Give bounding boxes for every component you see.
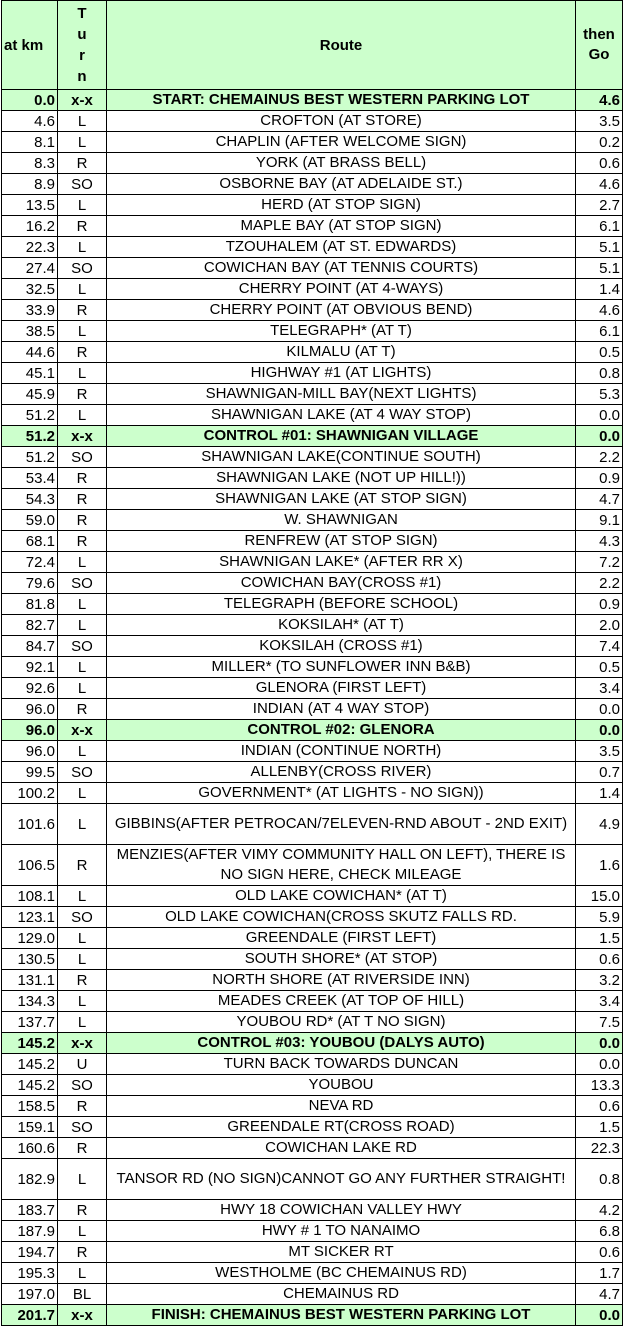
- cell-route: MEADES CREEK (AT TOP OF HILL): [107, 991, 576, 1012]
- cell-route: TURN BACK TOWARDS DUNCAN: [107, 1054, 576, 1075]
- cell-then-go: 1.5: [576, 1117, 623, 1138]
- cell-then-go: 0.0: [576, 426, 623, 447]
- cell-at-km: 4.6: [2, 111, 58, 132]
- header-at-km: at km: [2, 1, 58, 90]
- table-row: [2, 783, 623, 804]
- cell-at-km: 45.1: [2, 363, 58, 384]
- table-row: [2, 531, 623, 552]
- cell-then-go: 2.2: [576, 573, 623, 594]
- cell-at-km: 68.1: [2, 531, 58, 552]
- cell-route: TELEGRAPH (BEFORE SCHOOL): [107, 594, 576, 615]
- cell-route: NORTH SHORE (AT RIVERSIDE INN): [107, 970, 576, 991]
- cell-then-go: 13.3: [576, 1075, 623, 1096]
- cell-turn: R: [58, 468, 107, 489]
- cell-turn: x-x: [58, 1033, 107, 1054]
- cell-turn: R: [58, 699, 107, 720]
- cell-then-go: 0.6: [576, 1096, 623, 1117]
- cell-route: WESTHOLME (BC CHEMAINUS RD): [107, 1263, 576, 1284]
- cell-at-km: 27.4: [2, 258, 58, 279]
- cell-turn: L: [58, 552, 107, 573]
- cell-route: GIBBINS(AFTER PETROCAN/7ELEVEN-RND ABOUT - 2ND EXIT): [107, 804, 576, 845]
- header-turn-letter: n: [77, 68, 87, 85]
- cell-route: KOKSILAH (CROSS #1): [107, 636, 576, 657]
- cell-at-km: 159.1: [2, 1117, 58, 1138]
- cell-turn: L: [58, 804, 107, 845]
- table-row: [2, 762, 623, 783]
- cell-turn: R: [58, 384, 107, 405]
- cell-then-go: 4.7: [576, 489, 623, 510]
- cell-route: COWICHAN LAKE RD: [107, 1138, 576, 1159]
- cell-turn: L: [58, 741, 107, 762]
- table-row: [2, 552, 623, 573]
- cell-turn: L: [58, 678, 107, 699]
- cell-turn: L: [58, 363, 107, 384]
- cell-then-go: 0.0: [576, 699, 623, 720]
- cell-at-km: 32.5: [2, 279, 58, 300]
- cell-turn: R: [58, 531, 107, 552]
- cell-route: SHAWNIGAN LAKE (NOT UP HILL!)): [107, 468, 576, 489]
- cell-turn: L: [58, 1221, 107, 1242]
- cell-at-km: 92.1: [2, 657, 58, 678]
- table-row: [2, 237, 623, 258]
- cell-at-km: 99.5: [2, 762, 58, 783]
- cell-turn: SO: [58, 762, 107, 783]
- cell-turn: L: [58, 928, 107, 949]
- cell-route: COWICHAN BAY (AT TENNIS COURTS): [107, 258, 576, 279]
- table-row: [2, 886, 623, 907]
- cell-then-go: 4.2: [576, 1200, 623, 1221]
- cue-sheet-table: [1, 0, 623, 1326]
- table-row: [2, 970, 623, 991]
- cell-route: CHERRY POINT (AT OBVIOUS BEND): [107, 300, 576, 321]
- cell-at-km: 45.9: [2, 384, 58, 405]
- cell-turn: R: [58, 300, 107, 321]
- table-row: [2, 636, 623, 657]
- cell-at-km: 145.2: [2, 1075, 58, 1096]
- cell-at-km: 106.5: [2, 845, 58, 886]
- cell-route: NEVA RD: [107, 1096, 576, 1117]
- cell-then-go: 6.8: [576, 1221, 623, 1242]
- cell-turn: SO: [58, 1075, 107, 1096]
- cell-turn: L: [58, 949, 107, 970]
- cell-at-km: 51.2: [2, 447, 58, 468]
- cell-then-go: 0.5: [576, 657, 623, 678]
- cell-turn: L: [58, 321, 107, 342]
- table-row: [2, 447, 623, 468]
- cell-route: ALLENBY(CROSS RIVER): [107, 762, 576, 783]
- header-turn-letter: T: [77, 5, 87, 22]
- cell-at-km: 96.0: [2, 720, 58, 741]
- cell-then-go: 0.9: [576, 468, 623, 489]
- table-header: [2, 1, 623, 90]
- cell-route: HERD (AT STOP SIGN): [107, 195, 576, 216]
- cell-turn: x-x: [58, 1305, 107, 1326]
- cell-route: GLENORA (FIRST LEFT): [107, 678, 576, 699]
- cell-then-go: 22.3: [576, 1138, 623, 1159]
- table-row: [2, 363, 623, 384]
- control-row: [2, 426, 623, 447]
- header-go: Go: [588, 46, 610, 63]
- cell-route: TELEGRAPH* (AT T): [107, 321, 576, 342]
- table-row: [2, 216, 623, 237]
- cell-route: YOUBOU RD* (AT T NO SIGN): [107, 1012, 576, 1033]
- cell-then-go: 1.4: [576, 783, 623, 804]
- cell-then-go: 7.2: [576, 552, 623, 573]
- cell-then-go: 5.3: [576, 384, 623, 405]
- cell-turn: SO: [58, 258, 107, 279]
- cell-turn: L: [58, 615, 107, 636]
- table-row: [2, 741, 623, 762]
- control-row: [2, 1033, 623, 1054]
- table-row: [2, 342, 623, 363]
- table-row: [2, 258, 623, 279]
- cell-turn: L: [58, 657, 107, 678]
- cell-turn: L: [58, 237, 107, 258]
- table-row: [2, 1012, 623, 1033]
- table-row: [2, 468, 623, 489]
- cell-at-km: 59.0: [2, 510, 58, 531]
- table-row: [2, 1263, 623, 1284]
- cell-at-km: 84.7: [2, 636, 58, 657]
- table-row: [2, 321, 623, 342]
- cell-then-go: 0.0: [576, 405, 623, 426]
- cell-then-go: 0.6: [576, 949, 623, 970]
- cell-then-go: 2.0: [576, 615, 623, 636]
- cell-route: OLD LAKE COWICHAN* (AT T): [107, 886, 576, 907]
- table-row: [2, 991, 623, 1012]
- cell-then-go: 6.1: [576, 321, 623, 342]
- cell-then-go: 1.4: [576, 279, 623, 300]
- cell-route: TZOUHALEM (AT ST. EDWARDS): [107, 237, 576, 258]
- cell-at-km: 158.5: [2, 1096, 58, 1117]
- table-row: [2, 1221, 623, 1242]
- cell-at-km: 33.9: [2, 300, 58, 321]
- cell-turn: x-x: [58, 720, 107, 741]
- table-row: [2, 949, 623, 970]
- table-row: [2, 699, 623, 720]
- cell-then-go: 0.5: [576, 342, 623, 363]
- cell-at-km: 79.6: [2, 573, 58, 594]
- cell-turn: L: [58, 132, 107, 153]
- cell-turn: SO: [58, 174, 107, 195]
- header-turn: [58, 1, 107, 90]
- cell-turn: R: [58, 845, 107, 886]
- header-row: [2, 1, 623, 90]
- cell-route: GREENDALE (FIRST LEFT): [107, 928, 576, 949]
- cell-then-go: 4.3: [576, 531, 623, 552]
- table-row: [2, 678, 623, 699]
- cell-route: MAPLE BAY (AT STOP SIGN): [107, 216, 576, 237]
- cell-at-km: 197.0: [2, 1284, 58, 1305]
- cell-route: SHAWNIGAN-MILL BAY(NEXT LIGHTS): [107, 384, 576, 405]
- header-route: Route: [107, 1, 576, 90]
- cell-at-km: 201.7: [2, 1305, 58, 1326]
- cell-at-km: 44.6: [2, 342, 58, 363]
- cell-route: GREENDALE RT(CROSS ROAD): [107, 1117, 576, 1138]
- cell-then-go: 9.1: [576, 510, 623, 531]
- cell-then-go: 0.2: [576, 132, 623, 153]
- table-row: [2, 1284, 623, 1305]
- cell-route: CHERRY POINT (AT 4-WAYS): [107, 279, 576, 300]
- cell-turn: R: [58, 510, 107, 531]
- cell-route: SHAWNIGAN LAKE* (AFTER RR X): [107, 552, 576, 573]
- cell-then-go: 0.7: [576, 762, 623, 783]
- cell-then-go: 3.4: [576, 678, 623, 699]
- table-row: [2, 1096, 623, 1117]
- cell-at-km: 108.1: [2, 886, 58, 907]
- cell-turn: L: [58, 195, 107, 216]
- table-row: [2, 153, 623, 174]
- table-row: [2, 405, 623, 426]
- header-then-go: [576, 1, 623, 90]
- cell-route: HWY # 1 TO NANAIMO: [107, 1221, 576, 1242]
- cell-route: MENZIES(AFTER VIMY COMMUNITY HALL ON LEFT), THERE IS NO SIGN HERE, CHECK MILEAGE: [107, 845, 576, 886]
- cell-at-km: 81.8: [2, 594, 58, 615]
- cell-route: W. SHAWNIGAN: [107, 510, 576, 531]
- cell-route: GOVERNMENT* (AT LIGHTS - NO SIGN)): [107, 783, 576, 804]
- cell-at-km: 8.3: [2, 153, 58, 174]
- cell-then-go: 6.1: [576, 216, 623, 237]
- cell-route: YORK (AT BRASS BELL): [107, 153, 576, 174]
- cell-turn: L: [58, 594, 107, 615]
- cell-at-km: 123.1: [2, 907, 58, 928]
- cell-at-km: 129.0: [2, 928, 58, 949]
- table-row: [2, 845, 623, 886]
- cell-at-km: 100.2: [2, 783, 58, 804]
- table-row: [2, 132, 623, 153]
- cell-at-km: 160.6: [2, 1138, 58, 1159]
- cell-turn: L: [58, 886, 107, 907]
- cell-then-go: 5.9: [576, 907, 623, 928]
- cell-then-go: 7.4: [576, 636, 623, 657]
- table-row: [2, 1242, 623, 1263]
- cell-turn: L: [58, 1012, 107, 1033]
- cell-then-go: 3.5: [576, 741, 623, 762]
- control-row: [2, 720, 623, 741]
- cell-at-km: 183.7: [2, 1200, 58, 1221]
- cell-route: CONTROL #03: YOUBOU (DALYS AUTO): [107, 1033, 576, 1054]
- cell-at-km: 96.0: [2, 699, 58, 720]
- cell-turn: R: [58, 489, 107, 510]
- cell-turn: SO: [58, 447, 107, 468]
- cell-then-go: 0.8: [576, 363, 623, 384]
- cell-then-go: 5.1: [576, 258, 623, 279]
- cell-at-km: 8.1: [2, 132, 58, 153]
- cell-turn: R: [58, 342, 107, 363]
- cell-turn: SO: [58, 907, 107, 928]
- cell-turn: R: [58, 1138, 107, 1159]
- table-row: [2, 1117, 623, 1138]
- table-row: [2, 489, 623, 510]
- cell-route: CONTROL #01: SHAWNIGAN VILLAGE: [107, 426, 576, 447]
- cell-turn: L: [58, 111, 107, 132]
- cell-at-km: 145.2: [2, 1054, 58, 1075]
- cell-route: COWICHAN BAY(CROSS #1): [107, 573, 576, 594]
- cell-route: SHAWNIGAN LAKE (AT 4 WAY STOP): [107, 405, 576, 426]
- cell-then-go: 4.6: [576, 90, 623, 111]
- cell-at-km: 51.2: [2, 426, 58, 447]
- cell-turn: R: [58, 1242, 107, 1263]
- cell-turn: L: [58, 405, 107, 426]
- cell-then-go: 0.6: [576, 153, 623, 174]
- cell-route: START: CHEMAINUS BEST WESTERN PARKING LOT: [107, 90, 576, 111]
- cell-then-go: 2.2: [576, 447, 623, 468]
- cell-route: FINISH: CHEMAINUS BEST WESTERN PARKING LOT: [107, 1305, 576, 1326]
- cell-at-km: 54.3: [2, 489, 58, 510]
- table-row: [2, 1054, 623, 1075]
- cell-then-go: 0.0: [576, 1305, 623, 1326]
- cell-then-go: 1.7: [576, 1263, 623, 1284]
- cell-then-go: 0.8: [576, 1159, 623, 1200]
- cell-at-km: 134.3: [2, 991, 58, 1012]
- table-row: [2, 1159, 623, 1200]
- cell-at-km: 145.2: [2, 1033, 58, 1054]
- cell-at-km: 131.1: [2, 970, 58, 991]
- table-row: [2, 300, 623, 321]
- header-turn-letter: r: [79, 47, 85, 64]
- cell-turn: x-x: [58, 426, 107, 447]
- cell-route: CHEMAINUS RD: [107, 1284, 576, 1305]
- cell-route: OLD LAKE COWICHAN(CROSS SKUTZ FALLS RD.: [107, 907, 576, 928]
- cell-turn: U: [58, 1054, 107, 1075]
- cell-turn: L: [58, 991, 107, 1012]
- table-row: [2, 804, 623, 845]
- cell-route: MILLER* (TO SUNFLOWER INN B&B): [107, 657, 576, 678]
- cell-then-go: 3.5: [576, 111, 623, 132]
- cell-at-km: 82.7: [2, 615, 58, 636]
- cell-route: SHAWNIGAN LAKE(CONTINUE SOUTH): [107, 447, 576, 468]
- cell-turn: L: [58, 279, 107, 300]
- cell-then-go: 0.0: [576, 1033, 623, 1054]
- table-row: [2, 1138, 623, 1159]
- table-row: [2, 615, 623, 636]
- table-row: [2, 1200, 623, 1221]
- cell-turn: R: [58, 216, 107, 237]
- table-row: [2, 111, 623, 132]
- table-row: [2, 174, 623, 195]
- cell-turn: R: [58, 1096, 107, 1117]
- cell-then-go: 4.7: [576, 1284, 623, 1305]
- cell-then-go: 5.1: [576, 237, 623, 258]
- cell-at-km: 195.3: [2, 1263, 58, 1284]
- table-row: [2, 573, 623, 594]
- cell-turn: R: [58, 970, 107, 991]
- cell-at-km: 53.4: [2, 468, 58, 489]
- cell-at-km: 8.9: [2, 174, 58, 195]
- cell-at-km: 137.7: [2, 1012, 58, 1033]
- cell-turn: SO: [58, 573, 107, 594]
- cell-route: YOUBOU: [107, 1075, 576, 1096]
- cell-at-km: 187.9: [2, 1221, 58, 1242]
- cell-at-km: 194.7: [2, 1242, 58, 1263]
- cell-route: SOUTH SHORE* (AT STOP): [107, 949, 576, 970]
- cell-then-go: 4.9: [576, 804, 623, 845]
- cell-then-go: 1.5: [576, 928, 623, 949]
- cell-at-km: 13.5: [2, 195, 58, 216]
- cell-at-km: 182.9: [2, 1159, 58, 1200]
- cell-at-km: 92.6: [2, 678, 58, 699]
- cell-turn: L: [58, 1263, 107, 1284]
- table-body: [2, 90, 623, 1326]
- cell-then-go: 3.2: [576, 970, 623, 991]
- control-row: [2, 90, 623, 111]
- cell-then-go: 7.5: [576, 1012, 623, 1033]
- cell-route: INDIAN (AT 4 WAY STOP): [107, 699, 576, 720]
- table-row: [2, 195, 623, 216]
- cell-turn: SO: [58, 1117, 107, 1138]
- table-row: [2, 594, 623, 615]
- cell-then-go: 0.6: [576, 1242, 623, 1263]
- cell-route: TANSOR RD (NO SIGN)CANNOT GO ANY FURTHER STRAIGHT!: [107, 1159, 576, 1200]
- header-turn-letter: u: [77, 26, 87, 43]
- cell-route: MT SICKER RT: [107, 1242, 576, 1263]
- cell-route: INDIAN (CONTINUE NORTH): [107, 741, 576, 762]
- cell-then-go: 15.0: [576, 886, 623, 907]
- cell-then-go: 2.7: [576, 195, 623, 216]
- cell-route: SHAWNIGAN LAKE (AT STOP SIGN): [107, 489, 576, 510]
- cell-at-km: 16.2: [2, 216, 58, 237]
- table-row: [2, 384, 623, 405]
- cell-at-km: 101.6: [2, 804, 58, 845]
- cell-route: OSBORNE BAY (AT ADELAIDE ST.): [107, 174, 576, 195]
- cell-turn: BL: [58, 1284, 107, 1305]
- table-row: [2, 279, 623, 300]
- cell-then-go: 1.6: [576, 845, 623, 886]
- cell-route: RENFREW (AT STOP SIGN): [107, 531, 576, 552]
- cell-then-go: 0.0: [576, 720, 623, 741]
- cell-then-go: 0.9: [576, 594, 623, 615]
- cell-turn: L: [58, 1159, 107, 1200]
- cell-route: KOKSILAH* (AT T): [107, 615, 576, 636]
- cell-at-km: 51.2: [2, 405, 58, 426]
- cell-route: HIGHWAY #1 (AT LIGHTS): [107, 363, 576, 384]
- table-row: [2, 1075, 623, 1096]
- cell-then-go: 4.6: [576, 300, 623, 321]
- cell-at-km: 96.0: [2, 741, 58, 762]
- cell-then-go: 0.0: [576, 1054, 623, 1075]
- cell-at-km: 0.0: [2, 90, 58, 111]
- cell-route: KILMALU (AT T): [107, 342, 576, 363]
- cell-then-go: 4.6: [576, 174, 623, 195]
- cell-route: CONTROL #02: GLENORA: [107, 720, 576, 741]
- table-row: [2, 928, 623, 949]
- control-row: [2, 1305, 623, 1326]
- cell-turn: SO: [58, 636, 107, 657]
- table-row: [2, 907, 623, 928]
- cell-turn: L: [58, 783, 107, 804]
- cell-route: CROFTON (AT STORE): [107, 111, 576, 132]
- table-row: [2, 657, 623, 678]
- cell-turn: R: [58, 153, 107, 174]
- cell-at-km: 130.5: [2, 949, 58, 970]
- header-then: then: [583, 26, 615, 43]
- cell-route: HWY 18 COWICHAN VALLEY HWY: [107, 1200, 576, 1221]
- cell-at-km: 72.4: [2, 552, 58, 573]
- cell-route: CHAPLIN (AFTER WELCOME SIGN): [107, 132, 576, 153]
- cell-at-km: 22.3: [2, 237, 58, 258]
- cell-turn: R: [58, 1200, 107, 1221]
- cell-then-go: 3.4: [576, 991, 623, 1012]
- cell-at-km: 38.5: [2, 321, 58, 342]
- table-row: [2, 510, 623, 531]
- cell-turn: x-x: [58, 90, 107, 111]
